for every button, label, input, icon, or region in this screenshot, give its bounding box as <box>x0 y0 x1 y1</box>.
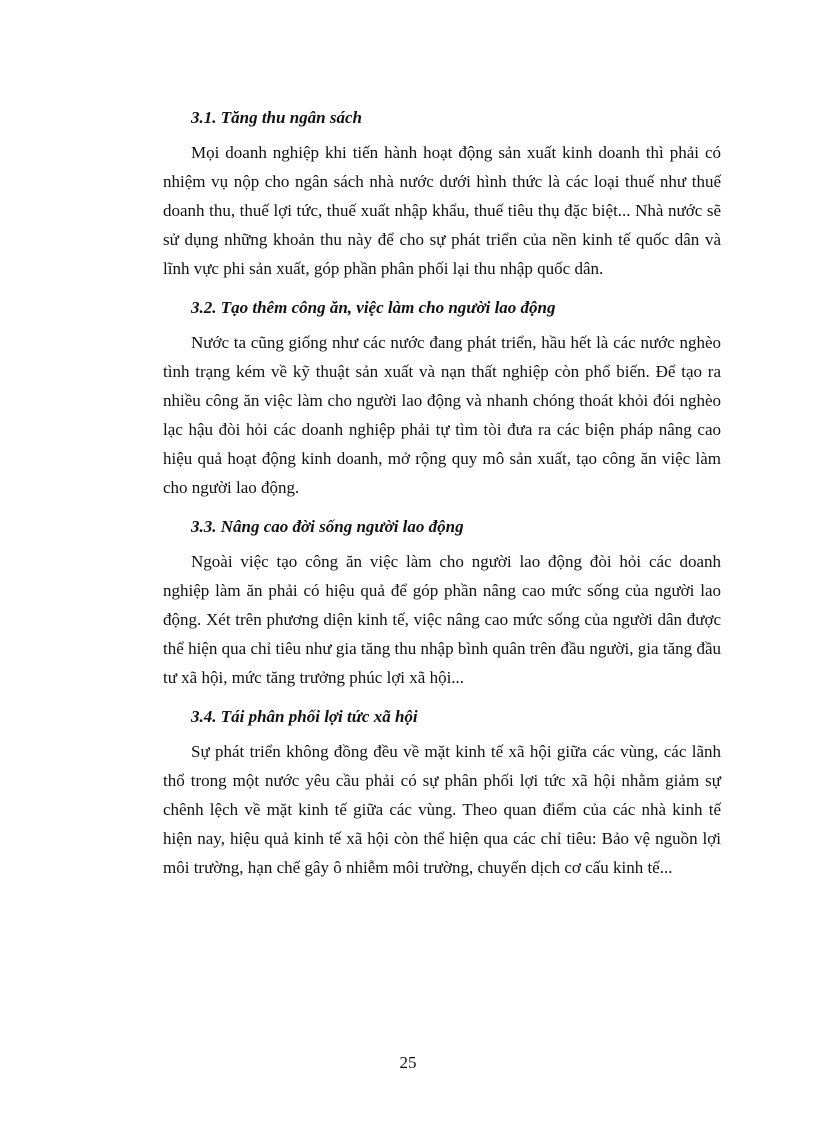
section-heading: 3.2. Tạo thêm công ăn, việc làm cho người lao động <box>191 298 556 317</box>
section-3-3 <box>163 513 721 692</box>
section-heading: 3.4. Tái phân phối lợi tức xã hội <box>191 707 418 726</box>
section-paragraph: Mọi doanh nghiệp khi tiến hành hoạt động sản xuất kinh doanh thì phải có nhiệm vụ nộp cho ngân sách nhà nước dưới hình thức là các loại thuế như thuế doanh thu, thuế lợi tức, thuế xuất nhập khẩu, thuế tiêu thụ đặc biệt... Nhà nước sẽ sử dụng những khoản thu này để cho sự phát triển của nền kinh tế quốc dân và lĩnh vực phi sản xuất, góp phần phân phối lại thu nhập quốc dân. <box>163 143 721 278</box>
section-3-2 <box>163 294 721 502</box>
section-paragraph: Nước ta cũng giống như các nước đang phát triển, hầu hết là các nước nghèo tình trạng kém về kỹ thuật sản xuất và nạn thất nghiệp còn phổ biến. Để tạo ra nhiều công ăn việc làm cho người lao động và nhanh chóng thoát khỏi đói nghèo lạc hậu đòi hỏi các doanh nghiệp phải tự tìm tòi đưa ra các biện pháp nâng cao hiệu quả hoạt động kinh doanh, mở rộng quy mô sản xuất, tạo công ăn việc làm cho người lao động. <box>163 333 721 497</box>
section-3-4 <box>163 703 721 882</box>
section-paragraph: Ngoài việc tạo công ăn việc làm cho người lao động đòi hỏi các doanh nghiệp làm ăn phải có hiệu quả để góp phần nâng cao mức sống của người lao động. Xét trên phương diện kinh tế, việc nâng cao mức sống của người dân được thể hiện qua chỉ tiêu như gia tăng thu nhập bình quân trên đầu người, gia tăng đầu tư xã hội, mức tăng trưởng phúc lợi xã hội... <box>163 552 721 687</box>
section-paragraph: Sự phát triển không đồng đều về mặt kinh tế xã hội giữa các vùng, các lãnh thổ trong một nước yêu cầu phải có sự phân phối lợi tức xã hội nhằm giảm sự chênh lệch về mặt kinh tế giữa các vùng. Theo quan điểm của các nhà kinh tế hiện nay, hiệu quả kinh tế xã hội còn thể hiện qua các chỉ tiêu: Bảo vệ nguồn lợi môi trường, hạn chế gây ô nhiễm môi trường, chuyển dịch cơ cấu kinh tế... <box>163 742 721 877</box>
section-3-1 <box>163 104 721 283</box>
page-content <box>163 104 721 893</box>
section-heading: 3.1. Tăng thu ngân sách <box>191 108 362 127</box>
section-heading: 3.3. Nâng cao đời sống người lao động <box>191 517 464 536</box>
page-number: 25 <box>399 1053 417 1072</box>
